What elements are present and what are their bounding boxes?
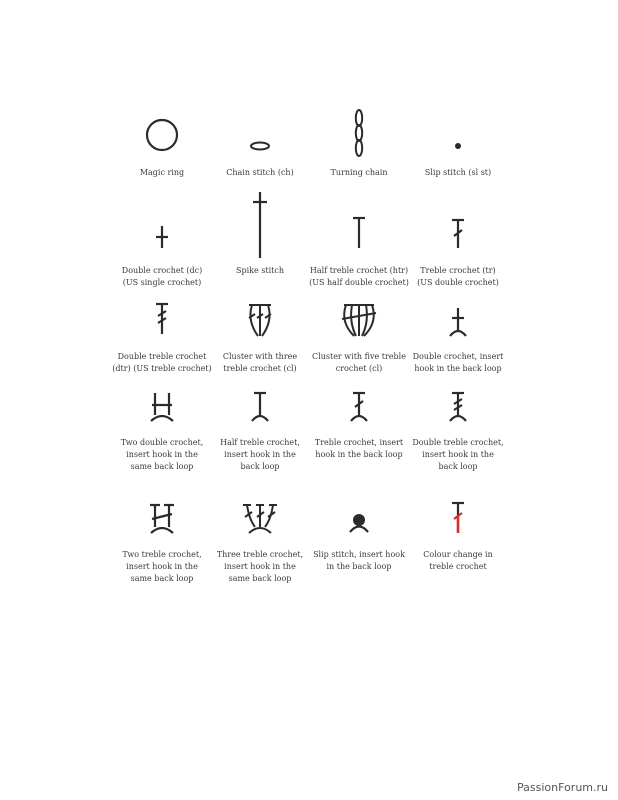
symbol-label: Two treble crochet, insert hook in the same back loop	[122, 550, 202, 583]
symbol-label: Three treble crochet, insert hook in the same back loop	[216, 550, 304, 583]
symbol-label: Magic ring	[139, 168, 185, 177]
symbol-label: Double treble crochet, insert hook in the back loop	[412, 438, 504, 471]
symbol-label: Treble crochet, insert hook in the back loop	[314, 438, 404, 459]
symbol-label: Treble crochet (tr) (US double crochet)	[417, 266, 499, 287]
symbol-label: Double treble crochet (dtr) (US treble crochet)	[112, 352, 212, 373]
symbol-label: Two double crochet, insert hook in the same back loop	[120, 438, 204, 471]
symbol-label: Double crochet (dc) (US single crochet)	[121, 266, 203, 287]
symbol-label: Slip stitch, insert hook in the back loop	[313, 550, 405, 571]
symbol-label: Half treble crochet (htr) (US half double crochet)	[309, 266, 409, 287]
symbol-label: Half treble crochet, insert hook in the back loop	[220, 438, 300, 471]
symbol-label: Double crochet, insert hook in the back loop	[412, 352, 504, 373]
symbol-label: Cluster with five treble crochet (cl)	[312, 352, 406, 373]
symbol-label: Cluster with three treble crochet (cl)	[222, 352, 298, 373]
watermark: PassionForum.ru	[517, 781, 608, 794]
symbol-label: Chain stitch (ch)	[226, 168, 294, 177]
symbol-label: Spike stitch	[235, 266, 284, 275]
symbol-label: Colour change in treble crochet	[423, 550, 493, 571]
symbol-label: Slip stitch (sl st)	[424, 168, 492, 177]
symbol-label: Turning chain	[330, 168, 388, 177]
